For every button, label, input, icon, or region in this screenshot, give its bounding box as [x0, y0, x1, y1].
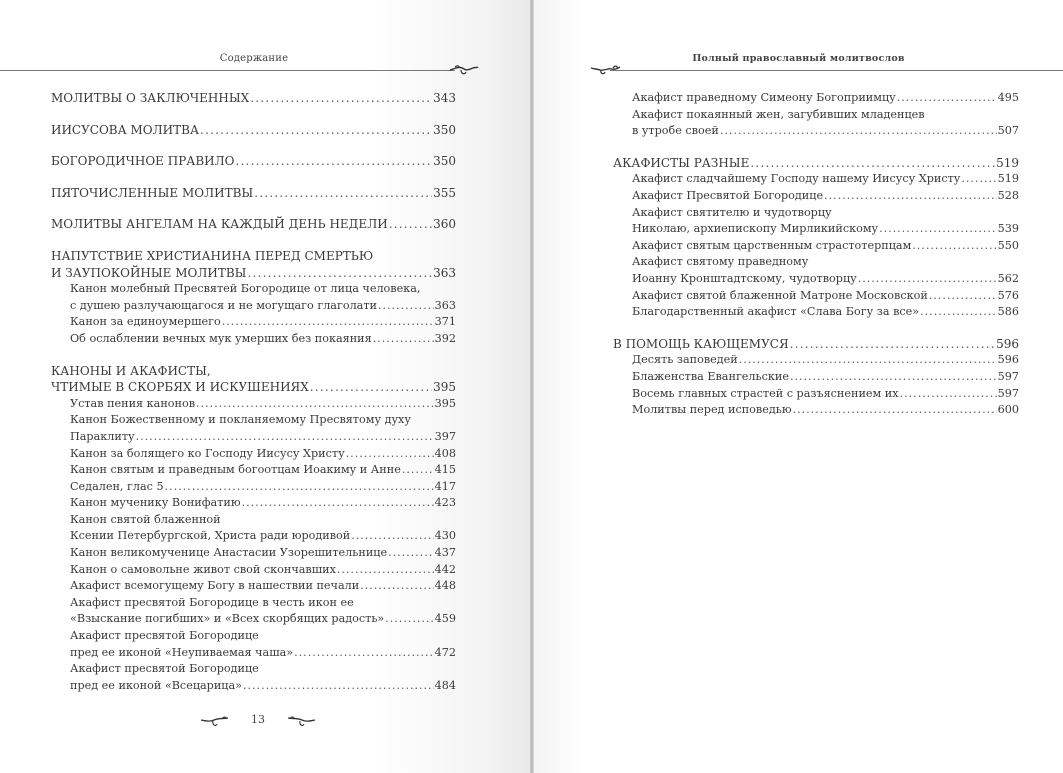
subentry-line[interactable]: Акафист святому праведному	[632, 255, 809, 269]
entry-page: 448	[434, 579, 456, 593]
toc-entry[interactable]	[51, 265, 456, 282]
entry-title: Благодарственный акафист «Слава Богу за все»	[632, 305, 920, 319]
dot-leader	[858, 271, 997, 288]
entry-title: Канон мученику Вонифатию	[70, 496, 241, 510]
toc-entry[interactable]	[51, 379, 456, 396]
entry-title: Ксении Петербургской, Христа ради юродивой	[70, 529, 351, 543]
entry-page: 423	[434, 496, 456, 510]
entry-title: БОГОРОДИЧНОЕ ПРАВИЛО	[51, 154, 235, 169]
entry-page: 519	[997, 172, 1019, 186]
dot-leader	[900, 386, 997, 403]
entry-page: 597	[997, 386, 1019, 400]
toc-subentry[interactable]	[51, 298, 456, 315]
entry-page: 395	[434, 396, 456, 410]
dot-leader	[720, 123, 997, 140]
entry-page: 350	[433, 122, 456, 137]
toc-section	[51, 248, 456, 348]
entry-title: В ПОМОЩЬ КАЮЩЕМУСЯ	[613, 336, 789, 351]
entry-page: 576	[997, 288, 1019, 302]
dot-leader	[236, 153, 433, 170]
entry-page: 360	[433, 217, 456, 232]
subentry-line[interactable]: Канон Божественному и покланяемому Пресвятому духу	[70, 413, 411, 427]
dot-leader	[337, 562, 434, 579]
toc-subentry[interactable]	[613, 90, 1019, 107]
dot-leader	[385, 611, 433, 628]
entry-title: пред ее иконой «Всецарица»	[70, 678, 243, 692]
table-of-contents	[51, 90, 456, 694]
entry-page: 417	[434, 479, 456, 493]
toc-subentry[interactable]	[51, 314, 456, 331]
dot-leader	[402, 462, 434, 479]
dot-leader	[739, 352, 997, 369]
entry-page: 415	[434, 463, 456, 477]
page-number: 13	[251, 713, 265, 726]
entry-page: 484	[434, 678, 456, 692]
dot-leader	[250, 90, 432, 107]
toc-subentry[interactable]	[613, 238, 1019, 255]
dot-leader	[222, 314, 434, 331]
toc-entry[interactable]	[51, 122, 456, 139]
entry-title: Канон святым и праведным богоотцам Иоакиму и Анне	[70, 463, 401, 477]
entry-title: Акафист святым царственным страстотерпцам	[632, 238, 912, 252]
entry-title: ИИСУСОВА МОЛИТВА	[51, 122, 200, 137]
dot-leader	[750, 155, 995, 172]
entry-title: Канон за единоумершего	[70, 315, 221, 329]
dot-leader	[242, 495, 434, 512]
toc-subentry[interactable]	[51, 678, 456, 695]
entry-title: Молитвы перед исповедью	[632, 403, 792, 417]
entry-page: 472	[434, 645, 456, 659]
toc-section	[613, 336, 1019, 419]
toc-subentry[interactable]	[613, 304, 1019, 321]
flourish-ornament-icon	[589, 62, 621, 78]
entry-title: Иоанну Кронштадтскому, чудотворцу	[632, 271, 857, 285]
toc-subentry[interactable]	[51, 446, 456, 463]
entry-page: 596	[997, 353, 1019, 367]
toc-subentry[interactable]	[613, 369, 1019, 386]
toc-section	[613, 155, 1019, 321]
entry-title: И ЗАУПОКОЙНЫЕ МОЛИТВЫ	[51, 265, 247, 280]
dot-leader	[790, 369, 997, 386]
dot-leader	[961, 171, 996, 188]
dot-leader	[360, 578, 433, 595]
dot-leader	[310, 379, 432, 396]
dot-leader	[248, 265, 433, 282]
entry-title: пред ее иконой «Неупиваемая чаша»	[70, 645, 294, 659]
subentry-line[interactable]: Акафист пресвятой Богородице	[70, 629, 259, 643]
running-head: Полный православный молитвослов	[692, 53, 905, 64]
entry-title: в утробе своей	[632, 124, 719, 138]
entry-page: 597	[997, 369, 1019, 383]
toc-subentry[interactable]	[51, 462, 456, 479]
table-of-contents	[613, 90, 1019, 419]
toc-subentry[interactable]	[51, 396, 456, 413]
entry-page: 459	[434, 612, 456, 626]
dot-leader	[793, 402, 997, 419]
entry-page: 437	[434, 546, 456, 560]
section-title-line[interactable]: КАНОНЫ И АКАФИСТЫ,	[51, 363, 211, 378]
toc-subentry[interactable]	[51, 611, 456, 628]
entry-page: 350	[433, 154, 456, 169]
dot-leader	[790, 336, 995, 353]
entry-title: Канон великомученице Анастасии Узорешительнице	[70, 546, 388, 560]
dot-leader	[912, 238, 996, 255]
toc-subentry[interactable]	[613, 271, 1019, 288]
dot-leader	[373, 331, 434, 348]
header-rule	[610, 70, 1063, 71]
toc-subentry[interactable]	[613, 386, 1019, 403]
toc-section	[51, 363, 456, 695]
subentry-line[interactable]: Акафист пресвятой Богородице	[70, 662, 259, 676]
toc-subentry[interactable]	[613, 221, 1019, 238]
entry-page: 408	[434, 446, 456, 460]
dot-leader	[920, 304, 997, 321]
dot-leader	[824, 188, 997, 205]
dot-leader	[389, 216, 432, 233]
entry-title: Параклиту	[70, 429, 135, 443]
toc-subentry[interactable]	[51, 429, 456, 446]
toc-subentry[interactable]	[613, 402, 1019, 419]
dot-leader	[294, 645, 433, 662]
left-page	[0, 0, 530, 773]
dot-leader	[346, 446, 434, 463]
entry-title: Восемь главных страстей с разъяснением их	[632, 386, 899, 400]
toc-subentry[interactable]	[51, 645, 456, 662]
dot-leader	[879, 221, 997, 238]
toc-subentry[interactable]	[51, 331, 456, 348]
entry-title: Акафист Пресвятой Богородице	[632, 188, 824, 202]
entry-page: 395	[433, 380, 456, 395]
toc-subentry[interactable]	[613, 352, 1019, 369]
toc-entry[interactable]	[613, 336, 1019, 353]
entry-title: Десять заповедей	[632, 353, 738, 367]
entry-page: 392	[434, 331, 456, 345]
toc-entry[interactable]	[51, 185, 456, 202]
entry-title: ЧТИМЫЕ В СКОРБЯХ И ИСКУШЕНИЯХ	[51, 380, 309, 395]
dot-leader	[165, 479, 434, 496]
entry-page: 600	[997, 403, 1019, 417]
dot-leader	[378, 298, 434, 315]
right-page	[534, 0, 1063, 773]
dot-leader	[254, 185, 432, 202]
section-title-line[interactable]: НАПУТСТВИЕ ХРИСТИАНИНА ПЕРЕД СМЕРТЬЮ	[51, 248, 374, 263]
toc-subentry[interactable]	[613, 288, 1019, 305]
toc-entry[interactable]	[51, 90, 456, 107]
entry-title: Канон о самовольне живот свой скончавших	[70, 562, 336, 576]
entry-page: 355	[433, 185, 456, 200]
toc-subentry[interactable]	[51, 479, 456, 496]
entry-title: Акафист всемогущему Богу в нашествии печали	[70, 579, 360, 593]
toc-section	[613, 90, 1019, 140]
entry-title: АКАФИСТЫ РАЗНЫЕ	[613, 155, 750, 170]
subentry-line[interactable]: Акафист пресвятой Богородице в честь икон ее	[70, 595, 354, 609]
entry-page: 519	[996, 155, 1019, 170]
toc-subentry[interactable]	[51, 528, 456, 545]
entry-title: Акафист сладчайшему Господу нашему Иисусу Христу	[632, 172, 961, 186]
page-folio	[200, 713, 316, 733]
header-rule	[0, 70, 455, 71]
toc-subentry[interactable]	[51, 495, 456, 512]
toc-subentry[interactable]	[613, 123, 1019, 140]
entry-page: 495	[997, 91, 1019, 104]
entry-page: 528	[997, 188, 1019, 202]
entry-title: «Взыскание погибших» и «Всех скорбящих радость»	[70, 612, 385, 626]
toc-entry[interactable]	[613, 155, 1019, 172]
entry-title: ПЯТОЧИСЛЕННЫЕ МОЛИТВЫ	[51, 185, 254, 200]
entry-title: Канон за болящего ко Господу Иисусу Христу	[70, 446, 345, 460]
entry-title: Об ослаблении вечных мук умерших без покаяния	[70, 331, 372, 345]
running-head: Содержание	[219, 53, 289, 64]
entry-title: Акафист святой блаженной Матроне Московской	[632, 288, 928, 302]
entry-title: МОЛИТВЫ О ЗАКЛЮЧЕННЫХ	[51, 91, 250, 105]
entry-page: 507	[997, 124, 1019, 138]
entry-title: МОЛИТВЫ АНГЕЛАМ НА КАЖДЫЙ ДЕНЬ НЕДЕЛИ	[51, 217, 388, 232]
entry-page: 397	[434, 429, 456, 443]
dot-leader	[897, 90, 997, 107]
toc-entry[interactable]	[51, 153, 456, 170]
entry-page: 343	[433, 91, 456, 105]
flourish-ornament-icon	[286, 715, 316, 729]
subentry-line[interactable]: Акафист святителю и чудотворцу	[632, 205, 832, 219]
entry-page: 596	[996, 336, 1019, 351]
entry-page: 371	[434, 315, 456, 329]
entry-page: 539	[997, 222, 1019, 236]
toc-subentry[interactable]	[613, 188, 1019, 205]
entry-title: Николаю, архиепископу Мирликийскому	[632, 222, 879, 236]
dot-leader	[136, 429, 434, 446]
entry-page: 363	[434, 298, 456, 312]
toc-subentry[interactable]	[51, 578, 456, 595]
entry-page: 562	[997, 271, 1019, 285]
dot-leader	[200, 122, 432, 139]
dot-leader	[388, 545, 434, 562]
entry-page: 586	[997, 305, 1019, 319]
entry-page: 363	[433, 265, 456, 280]
flourish-ornament-icon	[448, 62, 480, 78]
toc-subentry[interactable]	[613, 171, 1019, 188]
dot-leader	[929, 288, 997, 305]
entry-title: с душею разлучающагося и не могущаго глаголати	[70, 298, 377, 312]
entry-page: 550	[997, 238, 1019, 252]
subentry-line[interactable]: Канон молебный Пресвятей Богородице от лица человека,	[70, 282, 421, 296]
dot-leader	[196, 396, 434, 413]
subentry-line[interactable]: Акафист покаянный жен, загубивших младенцев	[632, 107, 925, 121]
entry-title: Блаженства Евангельские	[632, 369, 789, 383]
entry-title: Седален, глас 5	[70, 479, 164, 493]
dot-leader	[351, 528, 433, 545]
entry-title: Акафист праведному Симеону Богоприимцу	[632, 91, 896, 104]
entry-page: 430	[434, 529, 456, 543]
toc-entry[interactable]	[51, 216, 456, 233]
toc-subentry[interactable]	[51, 545, 456, 562]
toc-subentry[interactable]	[51, 562, 456, 579]
dot-leader	[243, 678, 434, 695]
entry-page: 442	[434, 562, 456, 576]
subentry-line[interactable]: Канон святой блаженной	[70, 512, 221, 526]
entry-title: Устав пения канонов	[70, 396, 196, 410]
